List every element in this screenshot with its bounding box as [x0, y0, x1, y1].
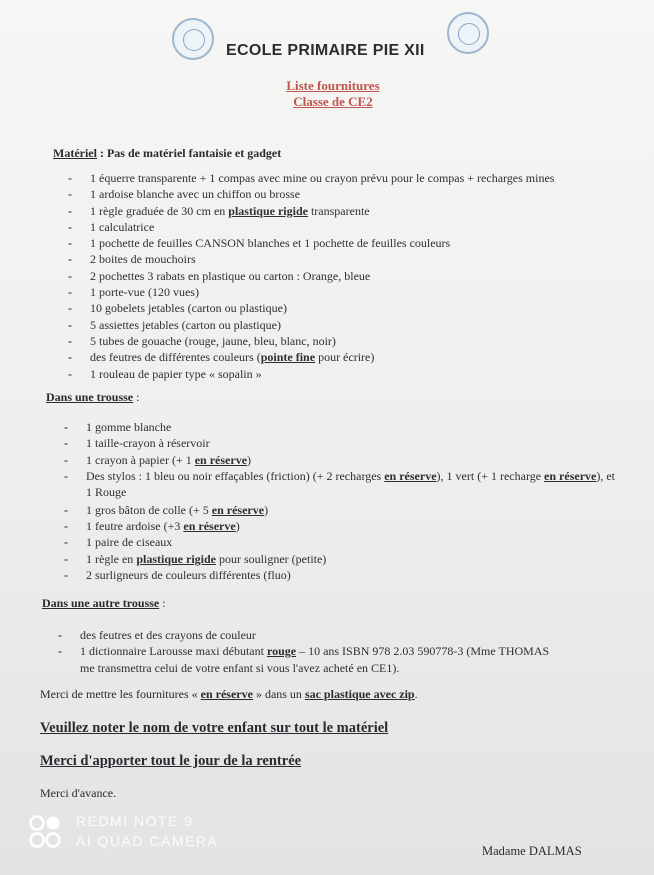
list-item	[64, 452, 616, 468]
list-dash: -	[68, 301, 72, 316]
name-reminder: Veuillez noter le nom de votre enfant sur tout le matériel	[40, 720, 389, 736]
item-text: 1 dictionnaire Larousse maxi débutant	[80, 644, 267, 659]
list-dash: -	[58, 644, 62, 659]
item-text: des feutres de différentes couleurs (	[90, 350, 261, 365]
list-dash: -	[68, 268, 72, 283]
list-dash: -	[68, 236, 72, 251]
list-item	[68, 186, 554, 202]
list-dash: -	[64, 551, 68, 566]
list-item	[64, 468, 616, 502]
item-emphasis: pointe fine	[260, 350, 316, 365]
list-dash: -	[68, 219, 72, 234]
item-text: des feutres et des crayons de couleur	[80, 628, 256, 642]
section-heading-autre-trousse	[42, 596, 166, 611]
section-heading-note: : Pas de matériel fantaisie et gadget	[96, 146, 282, 160]
camera-watermark	[76, 811, 218, 851]
item-text: ), 1 vert (+ 1 recharge	[436, 468, 545, 483]
list-item	[68, 219, 554, 235]
list-dash: -	[64, 519, 68, 534]
list-dash: -	[68, 285, 72, 300]
list-item	[68, 203, 554, 219]
section-heading-label: Matériel	[53, 146, 97, 160]
teacher-signature: Madame DALMAS	[482, 844, 582, 858]
item-emphasis: en réserve	[194, 452, 248, 467]
list-dash: -	[64, 436, 68, 451]
list-dash: -	[68, 203, 72, 218]
list-dash: -	[68, 252, 72, 267]
list-dash: -	[68, 187, 72, 202]
section-heading-label: Dans une trousse	[46, 390, 134, 404]
list-item	[64, 534, 616, 550]
item-text: 1 paire de ciseaux	[86, 535, 173, 550]
class-title: Classe de CE2	[293, 94, 373, 109]
list-title: Liste fournitures	[286, 78, 380, 93]
camera-lens-icon	[28, 814, 64, 850]
item-emphasis: en réserve	[211, 502, 265, 517]
item-text: 2 surligneurs de couleurs différentes (fluo)	[86, 568, 291, 583]
item-text: 1 taille-crayon à réservoir	[86, 436, 210, 451]
section-heading-materiel	[53, 146, 281, 161]
list-item	[64, 419, 616, 435]
item-emphasis: rouge	[266, 644, 297, 659]
watermark-model: REDMI NOTE 9	[76, 813, 194, 829]
instruction-line	[40, 687, 418, 702]
item-emphasis: en réserve	[544, 468, 597, 483]
list-item	[68, 366, 554, 382]
item-text: 2 boites de mouchoirs	[90, 252, 196, 267]
list-item	[68, 235, 554, 251]
section-heading-suffix: :	[159, 596, 166, 610]
item-text: 1 règle en	[86, 551, 137, 566]
list-item	[58, 627, 560, 643]
item-emphasis: plastique rigide	[228, 203, 308, 218]
list-dash: -	[64, 452, 68, 467]
list-dash: -	[64, 568, 68, 583]
item-text: 10 gobelets jetables (carton ou plastique)	[90, 301, 287, 316]
school-logo-icon	[172, 18, 214, 60]
watermark-camera: AI QUAD CAMERA	[76, 833, 219, 849]
list-dash: -	[68, 350, 72, 365]
list-item	[68, 268, 554, 284]
list-item	[68, 317, 554, 333]
list-autre-trousse	[58, 627, 560, 675]
list-item	[64, 551, 616, 567]
item-emphasis: plastique rigide	[136, 551, 216, 566]
list-item	[68, 300, 554, 316]
item-text: )	[235, 519, 240, 534]
list-item	[64, 502, 616, 518]
item-text: 1 gomme blanche	[86, 420, 172, 434]
list-item	[68, 284, 554, 300]
list-dash: -	[64, 420, 68, 434]
item-text: transparente	[307, 203, 370, 218]
list-item	[64, 435, 616, 451]
bring-reminder: Merci d'apporter tout le jour de la rentrée	[40, 753, 302, 769]
list-dash: -	[68, 317, 72, 332]
list-item	[68, 333, 554, 349]
list-dash: -	[64, 468, 68, 483]
item-text: 1 calculatrice	[90, 219, 155, 234]
item-text: 1 pochette de feuilles CANSON blanches et 1 pochette de feuilles couleurs	[90, 236, 451, 251]
item-text: 1 porte-vue (120 vues)	[90, 285, 199, 300]
instruction-emphasis: en réserve	[200, 687, 253, 701]
item-text: pour écrire)	[315, 350, 375, 365]
item-text: )	[264, 502, 269, 517]
list-trousse	[64, 419, 616, 583]
list-dash: -	[68, 171, 72, 185]
item-text: )	[247, 452, 252, 467]
section-heading-suffix: :	[133, 390, 140, 404]
list-item	[58, 643, 560, 675]
item-text: – 10 ans ISBN 978 2.03 590778-3 (Mme THOMAS me transmettra celui de votre enfant si vous l'avez acheté en CE1).	[80, 644, 550, 675]
item-text: 1 feutre ardoise (+3	[86, 519, 184, 534]
section-heading-label: Dans une autre trousse	[42, 596, 160, 610]
instruction-text: » dans un	[252, 687, 305, 701]
list-dash: -	[64, 502, 68, 517]
item-text: 1 crayon à papier (+ 1	[86, 452, 195, 467]
list-item	[64, 518, 616, 534]
item-text: pour souligner (petite)	[216, 551, 327, 566]
item-emphasis: en réserve	[183, 519, 236, 534]
list-dash: -	[58, 628, 62, 642]
school-logo-icon	[447, 12, 489, 54]
item-text: 1 gros bâton de colle (+ 5	[86, 502, 212, 517]
school-name: ECOLE PRIMAIRE PIE XII	[226, 42, 425, 59]
list-item	[64, 567, 616, 583]
item-text: 1 équerre transparente + 1 compas avec mine ou crayon prévu pour le compas + recharges mines	[90, 171, 555, 185]
list-dash: -	[68, 333, 72, 348]
list-materiel	[68, 170, 555, 382]
item-text: 2 pochettes 3 rabats en plastique ou carton : Orange, bleue	[90, 268, 371, 283]
item-text: 1 ardoise blanche avec un chiffon ou brosse	[90, 187, 301, 202]
list-dash: -	[68, 366, 72, 381]
instruction-text: .	[414, 687, 418, 701]
list-dash: -	[64, 535, 68, 550]
instruction-emphasis: sac plastique avec zip	[304, 687, 415, 701]
item-text: 5 assiettes jetables (carton ou plastique)	[90, 317, 281, 332]
list-item	[68, 251, 554, 267]
thanks-line: Merci d'avance.	[40, 786, 117, 800]
instruction-text: Merci de mettre les fournitures «	[40, 687, 201, 701]
section-heading-trousse	[46, 390, 139, 405]
item-text: 5 tubes de gouache (rouge, jaune, bleu, blanc, noir)	[90, 333, 336, 348]
list-item	[68, 349, 554, 365]
list-item	[68, 170, 555, 186]
item-text: 1 rouleau de papier type « sopalin »	[90, 366, 262, 381]
item-text: 1 règle graduée de 30 cm en	[90, 203, 229, 218]
item-emphasis: en réserve	[384, 468, 437, 483]
item-text: Des stylos : 1 bleu ou noir effaçables (friction) (+ 2 recharges	[86, 468, 385, 483]
item-text: ), et 1 Rouge	[86, 468, 616, 500]
